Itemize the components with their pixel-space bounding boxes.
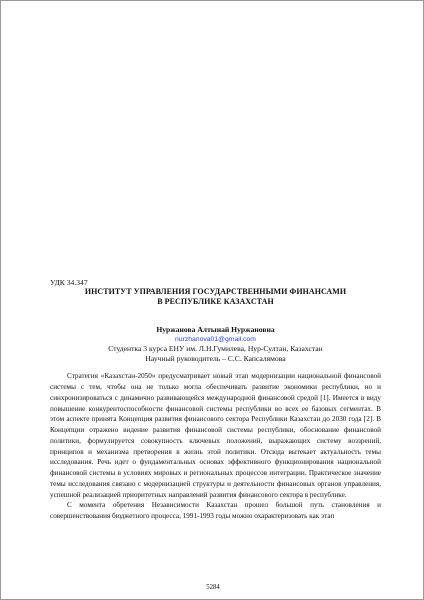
article-title-line-1: ИНСТИТУТ УПРАВЛЕНИЯ ГОСУДАРСТВЕННЫМИ ФИНАНСАМИ: [84, 287, 347, 296]
author-block: [50, 325, 381, 363]
article-body: [50, 371, 381, 522]
scientific-advisor: Научный руководитель – С.С. Капсалямова: [145, 353, 286, 363]
body-paragraph-2: С момента обретения Независимости Казахстан прошел большой путь становления и совершенствования бюджетного процесса, 1991-1993 годы можно охарактеризовать как этап: [50, 501, 381, 521]
udk-code: УДК 34.347: [50, 278, 88, 287]
author-email-link[interactable]: nurzhanova01@gmail.com: [175, 335, 256, 343]
author-name: Нуржанова Алтынай Нуржановна: [156, 325, 275, 334]
body-paragraph-1: Стратегия «Казахстан-2050» предусматривает новый этап модернизации национальной финансовой системы с тем, чтобы она не только могла обеспечивать развитие экономики республики, но и синхронизироваться с динамично развивающейся международной финансовой средой [1]. Имеется в виду повышение конкурентоспособности финансовой системы республики во всех ее базовых сегментах. В этом аспекте принята Концепция развития финансового сектора Республики Казахстан до 2030 года [2]. В Концепции отражено видение развития финансовой системы республики, обоснование финансовой политики, формулируется совокупность ключевых положений, выражающих систему воззрений, принципов и механизма претворения в жизнь этой политики. Отсюда вытекает актуальность темы исследования. Речь идет о фундаментальных основах эффективного функционирования национальной финансовой системы в условиях мировых и региональных процессов интеграции. Практическое значение темы исследования связано с модернизацией структуры и деятельности финансовых органов управления, успешной реализацией приоритетных направлений развития финансового сектора в республике.: [50, 372, 381, 499]
article-content: [50, 278, 381, 522]
author-affiliation: Студентка 3 курса ЕНУ им. Л.Н.Гумилева, Нур-Султан, Казахстан: [108, 344, 323, 354]
article-title-line-2: В РЕСПУБЛИКЕ КАЗАХСТАН: [157, 297, 274, 306]
page-number: 5284: [206, 584, 220, 591]
